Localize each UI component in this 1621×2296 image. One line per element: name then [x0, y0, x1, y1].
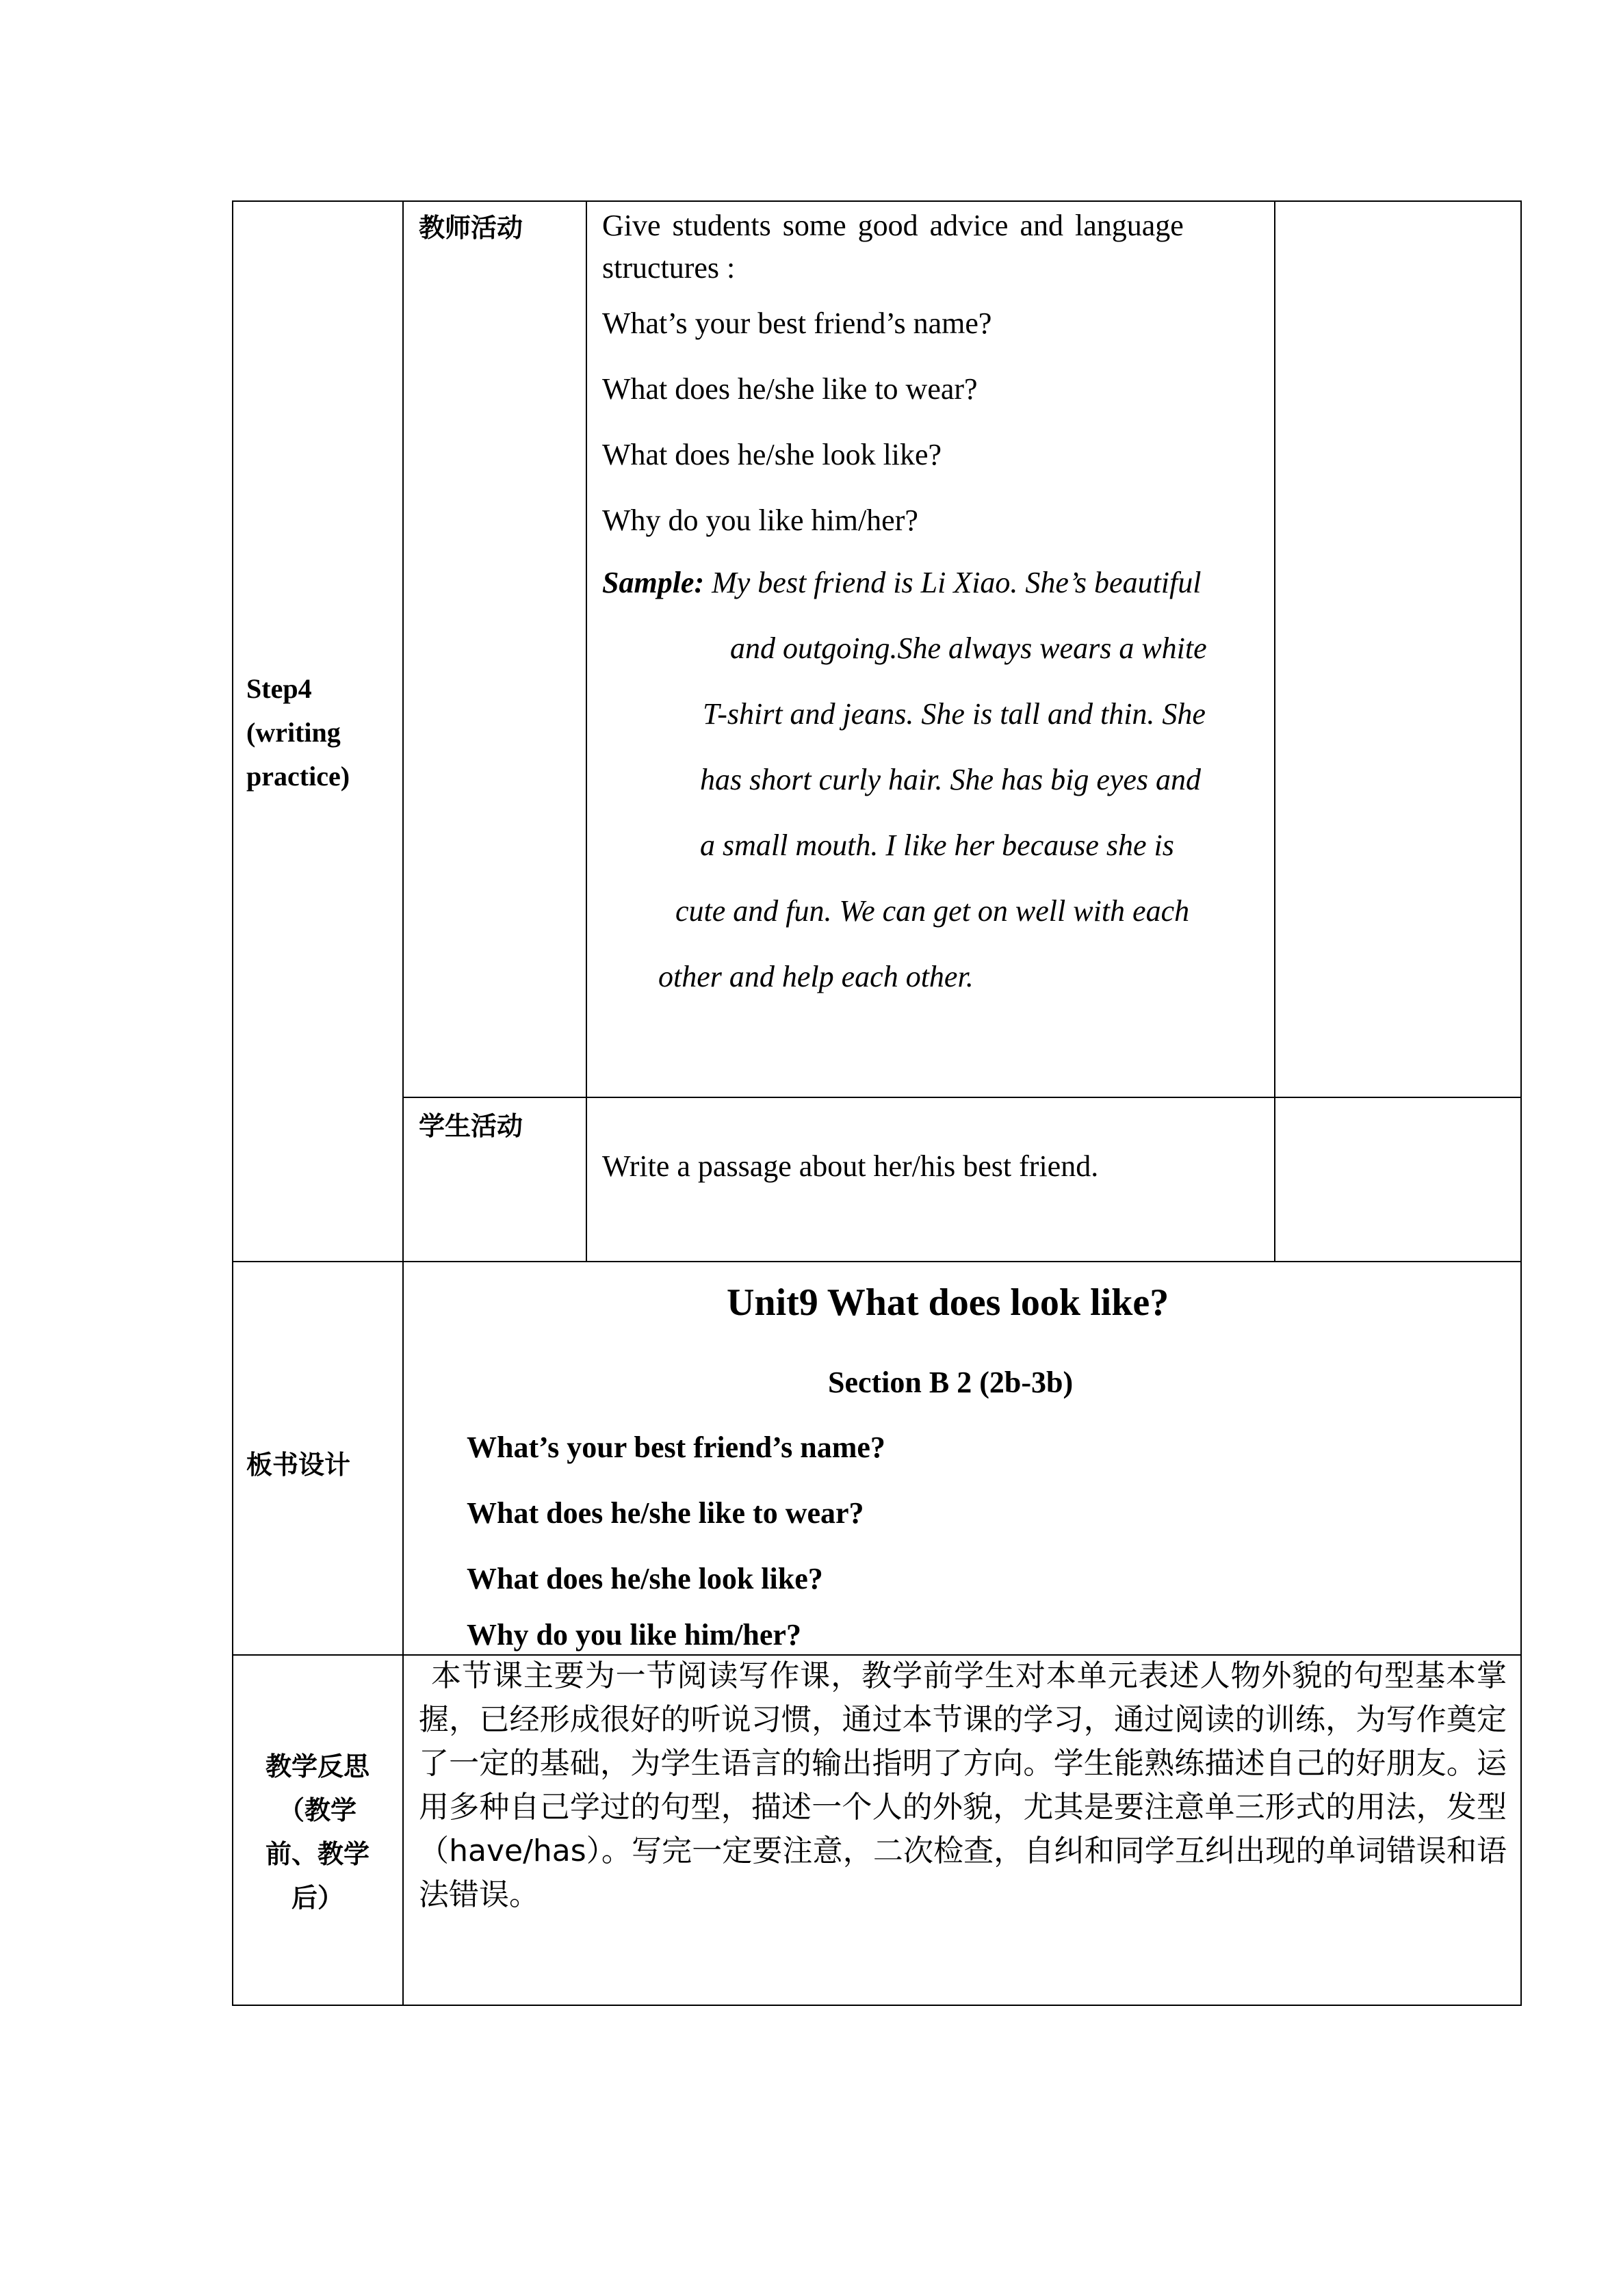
question-4: Why do you like him/her? — [602, 504, 918, 537]
teacher-activity-label: 教师活动 — [419, 213, 523, 243]
step4-label-line1: Step4 — [246, 673, 312, 704]
teacher-intro-line2: structures : — [602, 251, 736, 285]
board-section: Section B 2 (2b-3b) — [828, 1366, 1074, 1399]
step4-label-line3: practice) — [246, 761, 350, 792]
board-title: Unit9 What does look like? — [727, 1281, 1169, 1324]
table-border-right — [1520, 200, 1522, 2006]
step4-label — [246, 667, 350, 798]
reflection-label-line4: 后） — [291, 1883, 343, 1913]
board-question-4: Why do you like him/her? — [467, 1618, 801, 1652]
sample-line-4: has short curly hair. She has big eyes and — [700, 763, 1202, 796]
sample-line-6: cute and fun. We can get on well with each — [675, 894, 1190, 928]
sample-line-2: and outgoing.She always wears a white — [730, 631, 1207, 665]
question-2: What does he/she like to wear? — [602, 372, 978, 406]
sample-line-1 — [602, 565, 1201, 600]
teacher-intro-line1: Give students some good advice and language — [602, 209, 1184, 242]
row-divider-step4-board — [232, 1261, 1522, 1262]
board-question-1: What’s your best friend’s name? — [467, 1431, 885, 1464]
sample-line-3: T-shirt and jeans. She is tall and thin. She — [703, 697, 1206, 731]
student-activity-text: Write a passage about her/his best friend. — [602, 1149, 1099, 1183]
col-divider-2 — [586, 200, 587, 1262]
sample-label: Sample: — [602, 566, 705, 599]
reflection-text: 本节课主要为一节阅读写作课，教学前学生对本单元表述人物外貌的句型基本掌握，已经形成很好的听说习惯，通过本节课的学习，通过阅读的训练，为写作奠定了一定的基础，为学生语言的输出指明了方向。学生能熟练描述自己的好朋友。运用多种自己学过的句型，描述一个人的外貌，尤其是要注意单三形式的用法，发型（have/has）。写完一定要注意，二次检查，自纠和同学互纠出现的单词错误和语法错误。 — [419, 1658, 1507, 1912]
board-question-2: What does he/she like to wear? — [467, 1496, 864, 1530]
board-design-label: 板书设计 — [246, 1450, 351, 1480]
question-3: What does he/she look like? — [602, 438, 942, 471]
table-border-bottom — [232, 2005, 1522, 2006]
student-activity-label: 学生活动 — [419, 1111, 523, 1141]
sample-line-5: a small mouth. I like her because she is — [700, 829, 1174, 862]
table-border-top — [232, 200, 1522, 202]
table-border-left — [232, 200, 233, 2006]
col-divider-3 — [1274, 200, 1275, 1262]
reflection-label-line3: 前、教学 — [265, 1839, 369, 1869]
col-divider-1 — [402, 200, 404, 2006]
reflection-label — [238, 1745, 397, 1920]
sample-text-1: My best friend is Li Xiao. She’s beautiful — [712, 566, 1202, 599]
reflection-label-line2: （教学 — [278, 1795, 356, 1825]
row-divider-teacher-student — [402, 1097, 1522, 1098]
sample-line-7: other and help each other. — [658, 960, 974, 993]
board-question-3: What does he/she look like? — [467, 1562, 823, 1595]
reflection-label-line1: 教学反思 — [265, 1751, 369, 1782]
step4-label-line2: (writing — [246, 717, 341, 748]
question-1: What’s your best friend’s name? — [602, 306, 992, 340]
